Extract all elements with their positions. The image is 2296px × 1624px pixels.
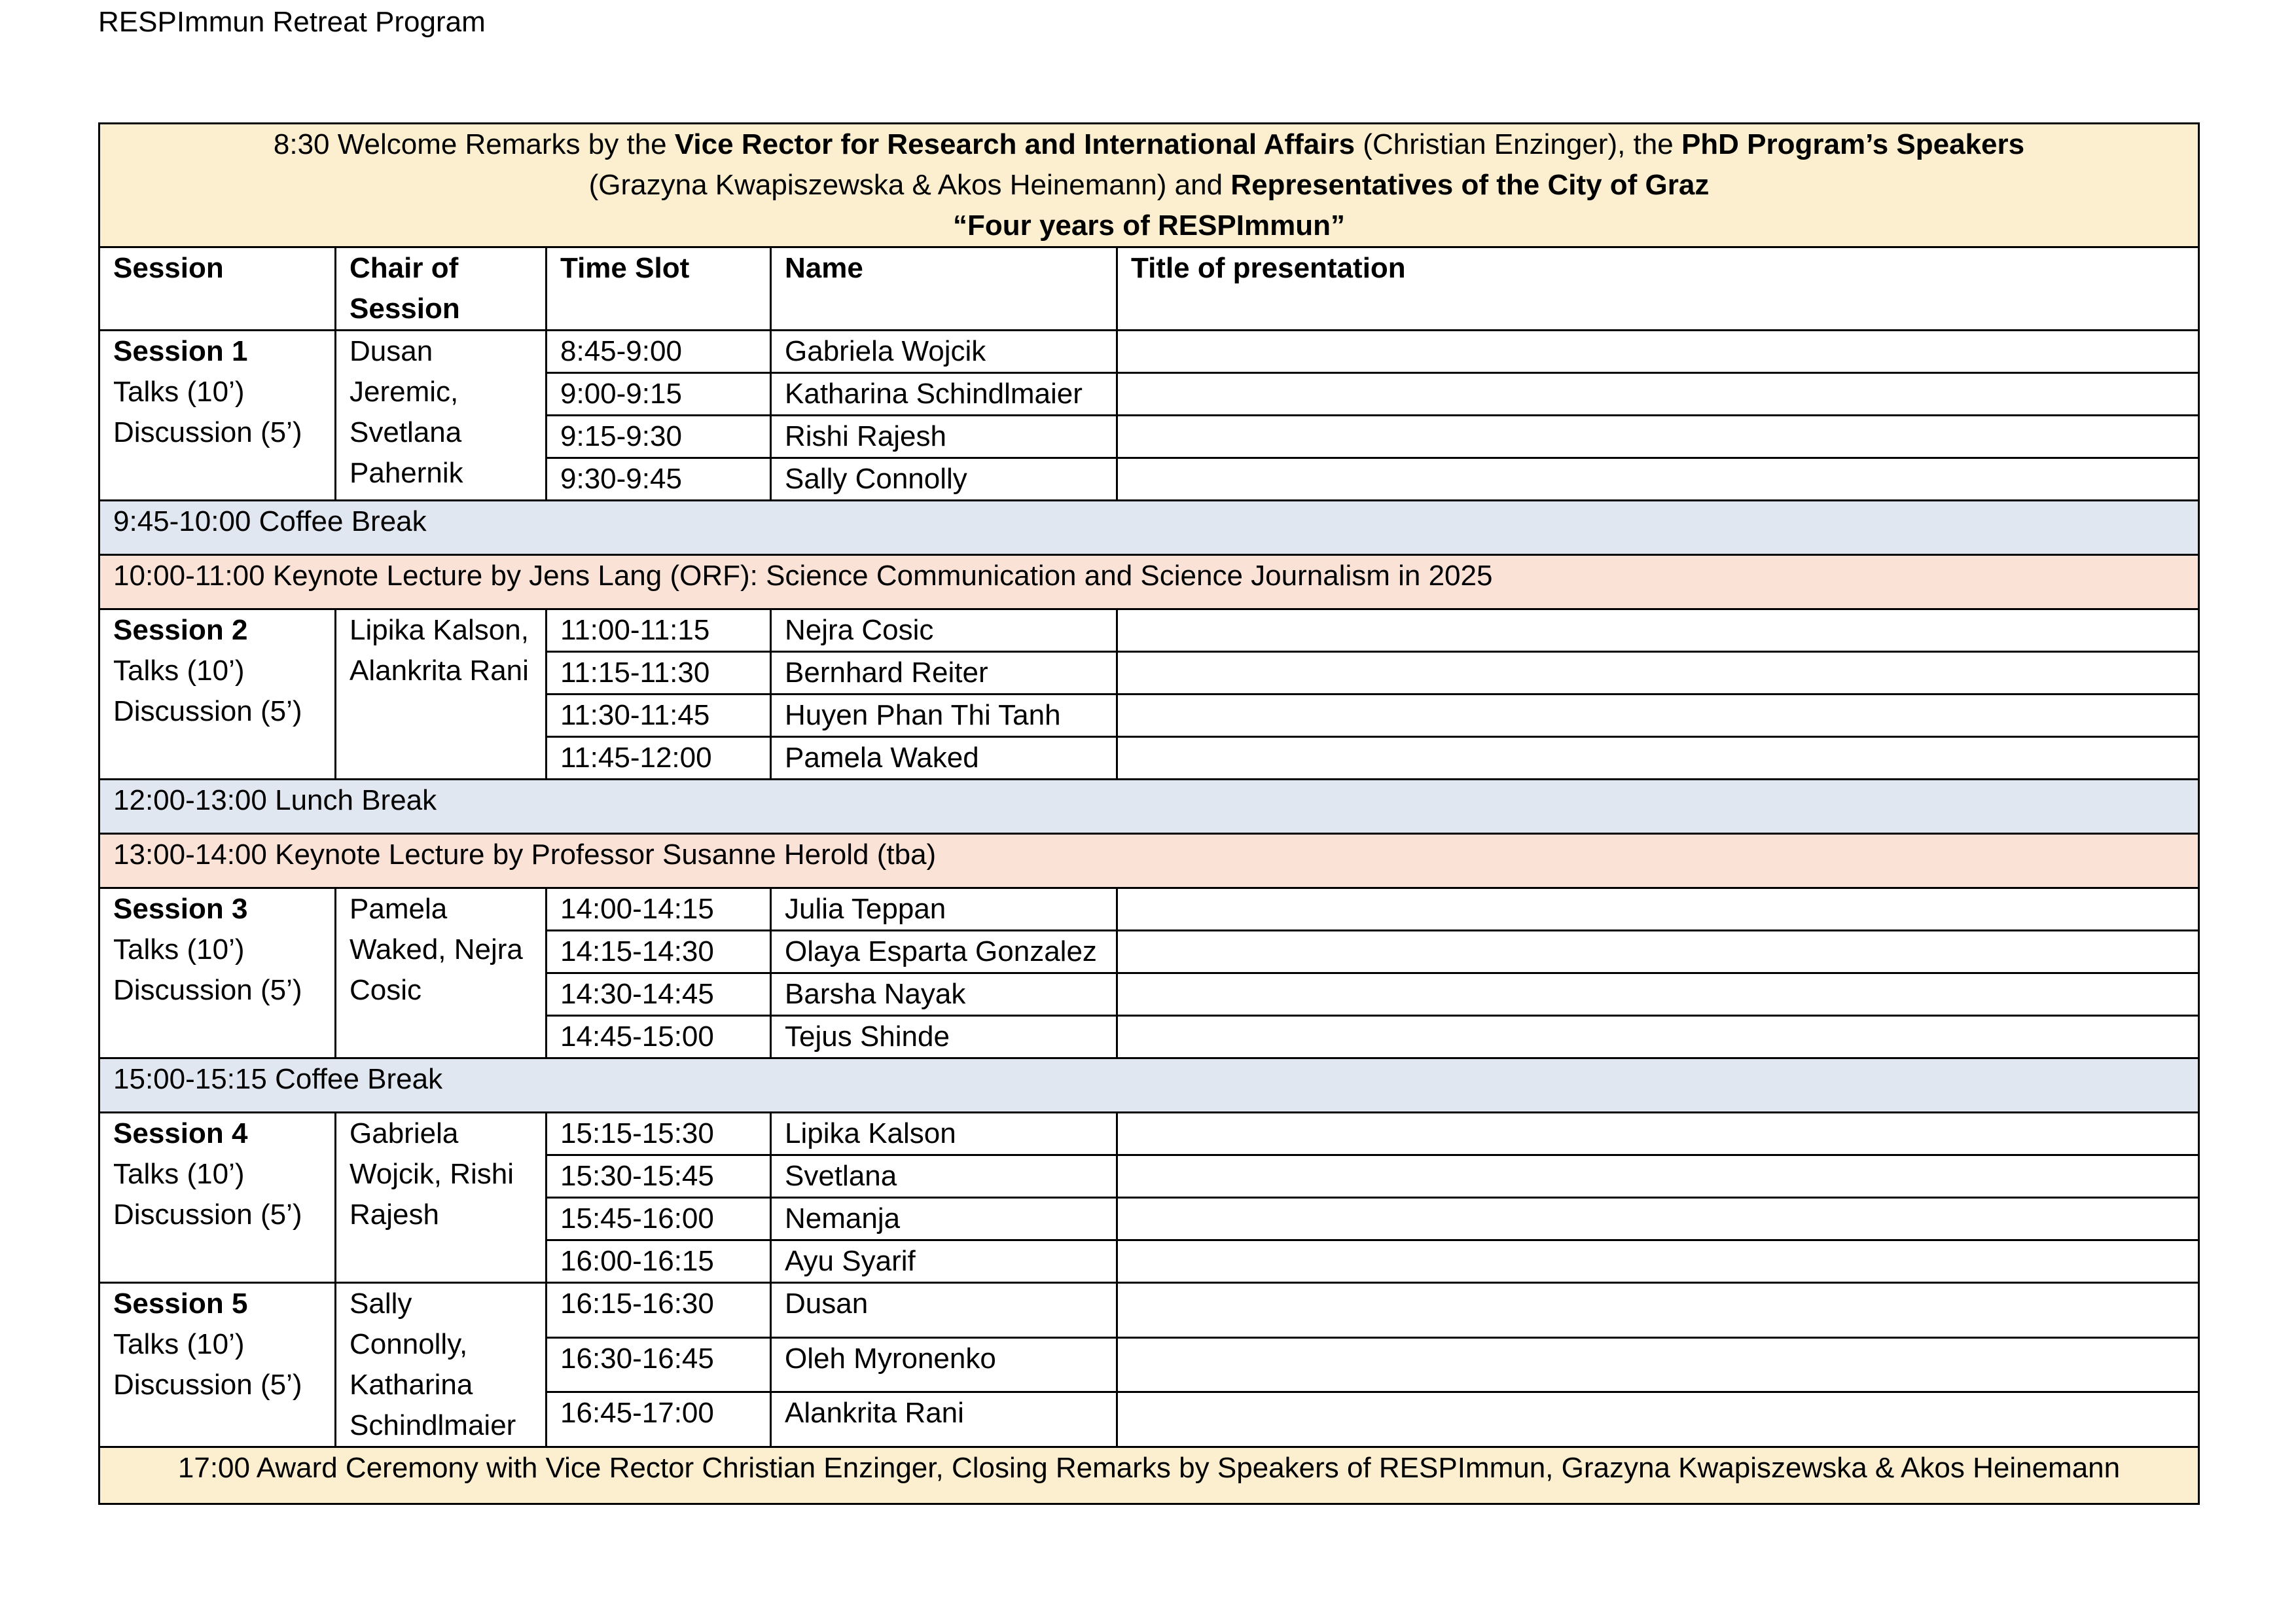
session-title: Session 1 <box>113 335 248 367</box>
session-title: Session 5 <box>113 1288 248 1320</box>
time-slot-cell: 8:45-9:00 <box>547 331 771 373</box>
time-slot-cell: 11:30-11:45 <box>547 695 771 737</box>
column-header-session: Session <box>99 247 336 331</box>
lunch-break-row <box>99 780 2199 834</box>
time-slot-cell: 11:00-11:15 <box>547 609 771 652</box>
session-chair: Dusan Jeremic, Svetlana Pahernik <box>336 331 547 501</box>
session-chair: Pamela Waked, Nejra Cosic <box>336 888 547 1058</box>
time-slot-cell: 9:30-9:45 <box>547 458 771 501</box>
presentation-title-cell <box>1117 1016 2199 1058</box>
session-cell <box>99 331 336 501</box>
time-slot-cell: 14:30-14:45 <box>547 973 771 1016</box>
welcome-vice-rector-name: (Christian Enzinger), the <box>1355 128 1681 160</box>
presentation-title-cell <box>1117 973 2199 1016</box>
speaker-name-cell: Barsha Nayak <box>771 973 1117 1016</box>
presentation-title-cell <box>1117 931 2199 973</box>
coffee-break-1-row <box>99 501 2199 555</box>
session-talks-label: Talks (10’) <box>113 933 245 965</box>
time-slot-cell: 11:15-11:30 <box>547 652 771 695</box>
session-discussion-label: Discussion (5’) <box>113 695 302 727</box>
presentation-title-cell <box>1117 416 2199 458</box>
presentation-title-cell <box>1117 1155 2199 1198</box>
speaker-name-cell: Gabriela Wojcik <box>771 331 1117 373</box>
time-slot-cell: 15:15-15:30 <box>547 1113 771 1155</box>
session-chair: Sally Connolly, Katharina Schindlmaier <box>336 1283 547 1447</box>
keynote-lecture-1-row <box>99 555 2199 609</box>
time-slot-cell: 15:30-15:45 <box>547 1155 771 1198</box>
session-talks-label: Talks (10’) <box>113 1328 245 1360</box>
column-header-chair: Chair of Session <box>336 247 547 331</box>
time-slot-cell: 15:45-16:00 <box>547 1198 771 1240</box>
welcome-cell <box>99 124 2199 247</box>
welcome-row <box>99 124 2199 247</box>
page-header: RESPImmun Retreat Program <box>98 6 486 38</box>
lunch-break: 12:00-13:00 Lunch Break <box>99 780 2199 834</box>
time-slot-cell: 16:45-17:00 <box>547 1392 771 1447</box>
session-discussion-label: Discussion (5’) <box>113 1199 302 1231</box>
welcome-city-role: Representatives of the City of Graz <box>1230 169 1710 201</box>
presentation-title-cell <box>1117 1240 2199 1283</box>
session-discussion-label: Discussion (5’) <box>113 1369 302 1401</box>
keynote-lecture-2: 13:00-14:00 Keynote Lecture by Professor Susanne Herold (tba) <box>99 834 2199 888</box>
presentation-title-cell <box>1117 609 2199 652</box>
presentation-title-cell <box>1117 1337 2199 1392</box>
closing-row <box>99 1447 2199 1504</box>
speaker-name-cell: Lipika Kalson <box>771 1113 1117 1155</box>
welcome-vice-rector-role: Vice Rector for Research and International Affairs <box>674 128 1355 160</box>
presentation-title-cell <box>1117 331 2199 373</box>
keynote-lecture-1: 10:00-11:00 Keynote Lecture by Jens Lang (ORF): Science Communication and Science Journalism in 2025 <box>99 555 2199 609</box>
session-cell <box>99 609 336 780</box>
session-discussion-label: Discussion (5’) <box>113 974 302 1006</box>
column-header-title: Title of presentation <box>1117 247 2199 331</box>
welcome-time: 8:30 Welcome Remarks by the <box>273 128 675 160</box>
session-cell <box>99 888 336 1058</box>
time-slot-cell: 16:00-16:15 <box>547 1240 771 1283</box>
session-discussion-label: Discussion (5’) <box>113 416 302 448</box>
session-talks-label: Talks (10’) <box>113 1158 245 1190</box>
presentation-title-cell <box>1117 695 2199 737</box>
time-slot-cell: 14:00-14:15 <box>547 888 771 931</box>
program-table-body <box>99 124 2199 1504</box>
speaker-name-cell: Katharina Schindlmaier <box>771 373 1117 416</box>
coffee-break-2-row <box>99 1058 2199 1113</box>
session-title: Session 2 <box>113 614 248 646</box>
speaker-name-cell: Sally Connolly <box>771 458 1117 501</box>
speaker-name-cell: Svetlana <box>771 1155 1117 1198</box>
speaker-name-cell: Nemanja <box>771 1198 1117 1240</box>
table-row <box>99 888 2199 931</box>
speaker-name-cell: Huyen Phan Thi Tanh <box>771 695 1117 737</box>
session-talks-label: Talks (10’) <box>113 655 245 687</box>
presentation-title-cell <box>1117 737 2199 780</box>
presentation-title-cell <box>1117 652 2199 695</box>
coffee-break-2: 15:00-15:15 Coffee Break <box>99 1058 2199 1113</box>
session-chair: Gabriela Wojcik, Rishi Rajesh <box>336 1113 547 1283</box>
session-title: Session 3 <box>113 893 248 925</box>
presentation-title-cell <box>1117 888 2199 931</box>
time-slot-cell: 11:45-12:00 <box>547 737 771 780</box>
table-row <box>99 1113 2199 1155</box>
speaker-name-cell: Alankrita Rani <box>771 1392 1117 1447</box>
speaker-name-cell: Tejus Shinde <box>771 1016 1117 1058</box>
table-row <box>99 331 2199 373</box>
speaker-name-cell: Nejra Cosic <box>771 609 1117 652</box>
welcome-speakers-role: PhD Program’s Speakers <box>1681 128 2025 160</box>
welcome-speakers-names: (Grazyna Kwapiszewska & Akos Heinemann) and <box>588 169 1231 201</box>
column-header-row <box>99 247 2199 331</box>
presentation-title-cell <box>1117 458 2199 501</box>
time-slot-cell: 9:00-9:15 <box>547 373 771 416</box>
time-slot-cell: 16:30-16:45 <box>547 1337 771 1392</box>
presentation-title-cell <box>1117 1198 2199 1240</box>
session-talks-label: Talks (10’) <box>113 376 245 408</box>
speaker-name-cell: Oleh Myronenko <box>771 1337 1117 1392</box>
program-table <box>98 122 2200 1505</box>
time-slot-cell: 9:15-9:30 <box>547 416 771 458</box>
speaker-name-cell: Ayu Syarif <box>771 1240 1117 1283</box>
table-row <box>99 609 2199 652</box>
time-slot-cell: 14:45-15:00 <box>547 1016 771 1058</box>
presentation-title-cell <box>1117 1283 2199 1338</box>
speaker-name-cell: Olaya Esparta Gonzalez <box>771 931 1117 973</box>
session-cell <box>99 1113 336 1283</box>
coffee-break-1: 9:45-10:00 Coffee Break <box>99 501 2199 555</box>
column-header-name: Name <box>771 247 1117 331</box>
presentation-title-cell <box>1117 1113 2199 1155</box>
session-title: Session 4 <box>113 1117 248 1149</box>
presentation-title-cell <box>1117 373 2199 416</box>
speaker-name-cell: Rishi Rajesh <box>771 416 1117 458</box>
speaker-name-cell: Pamela Waked <box>771 737 1117 780</box>
keynote-lecture-2-row <box>99 834 2199 888</box>
time-slot-cell: 14:15-14:30 <box>547 931 771 973</box>
closing-remarks: 17:00 Award Ceremony with Vice Rector Christian Enzinger, Closing Remarks by Speakers of RESPImmun, Grazyna Kwapiszewska & Akos Heinemann <box>99 1447 2199 1504</box>
column-header-time-slot: Time Slot <box>547 247 771 331</box>
speaker-name-cell: Dusan <box>771 1283 1117 1338</box>
session-cell <box>99 1283 336 1447</box>
speaker-name-cell: Julia Teppan <box>771 888 1117 931</box>
speaker-name-cell: Bernhard Reiter <box>771 652 1117 695</box>
time-slot-cell: 16:15-16:30 <box>547 1283 771 1338</box>
welcome-motto: “Four years of RESPImmun” <box>952 209 1345 242</box>
presentation-title-cell <box>1117 1392 2199 1447</box>
session-chair: Lipika Kalson, Alankrita Rani <box>336 609 547 780</box>
table-row <box>99 1283 2199 1338</box>
